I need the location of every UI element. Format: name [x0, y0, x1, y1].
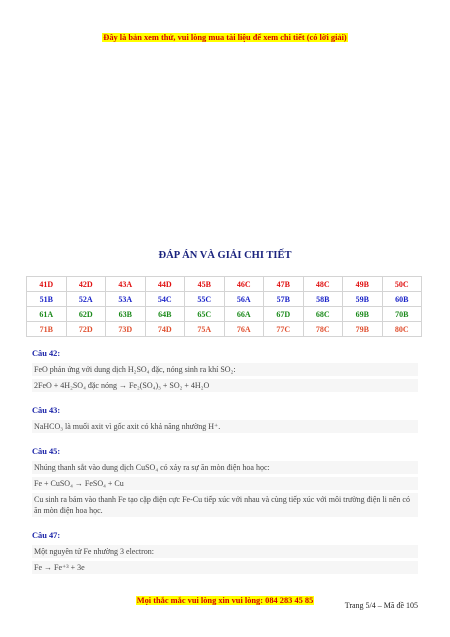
answer-cell: 70B [382, 307, 422, 322]
solution-line: 2FeO + 4H₂SO₄ đặc nóng → Fe₂(SO₄)₃ + SO₂ + 4H₂O [32, 379, 418, 392]
answer-cell: 49B [343, 277, 383, 292]
solution-line: FeO phản ứng với dung dịch H₂SO₄ đặc, nóng sinh ra khí SO₂: [32, 363, 418, 376]
answer-cell: 63B [106, 307, 146, 322]
answer-cell: 75A [185, 322, 225, 337]
answer-cell: 78C [303, 322, 343, 337]
solution-section [32, 406, 418, 433]
answer-cell: 66A [224, 307, 264, 322]
answer-cell: 44D [145, 277, 185, 292]
answer-cell: 73D [106, 322, 146, 337]
solution-line: Fe → Fe⁺³ + 3e [32, 561, 418, 574]
answer-cell: 47B [264, 277, 304, 292]
answer-cell: 74D [145, 322, 185, 337]
answer-cell: 51B [27, 292, 67, 307]
answer-cell: 53A [106, 292, 146, 307]
question-label: Câu 47: [32, 531, 61, 540]
solution-section [32, 349, 418, 392]
answer-cell: 64B [145, 307, 185, 322]
answer-row [27, 292, 422, 307]
solution-line: Một nguyên tử Fe nhường 3 electron: [32, 545, 418, 558]
answer-cell: 60B [382, 292, 422, 307]
answer-cell: 41D [27, 277, 67, 292]
question-label: Câu 43: [32, 406, 61, 415]
answer-cell: 61A [27, 307, 67, 322]
question-label: Câu 42: [32, 349, 61, 358]
answers-title: ĐÁP ÁN VÀ GIẢI CHI TIẾT [158, 250, 292, 261]
answer-cell: 71B [27, 322, 67, 337]
answer-cell: 57B [264, 292, 304, 307]
answer-cell: 56A [224, 292, 264, 307]
answer-cell: 77C [264, 322, 304, 337]
preview-notice-banner [0, 27, 450, 45]
answer-row [27, 307, 422, 322]
solution-line: Cu sinh ra bám vào thanh Fe tạo cặp điện cực Fe-Cu tiếp xúc với nhau và cùng tiếp xúc với môi trường điện li nên có ăn mòn điện hoa học. [32, 493, 418, 517]
solution-line: Nhúng thanh sắt vào dung dịch CuSO₄ có xảy ra sự ăn mòn điện hoa học: [32, 461, 418, 474]
answer-cell: 68C [303, 307, 343, 322]
question-label: Câu 45: [32, 447, 61, 456]
contact-text: Mọi thắc mắc vui lòng xin vui lòng: 084 283 45 85 [136, 596, 314, 605]
answer-cell: 58B [303, 292, 343, 307]
preview-notice-text: Đây là bản xem thử, vui lòng mua tài liệu để xem chi tiết (có lời giải) [103, 33, 347, 42]
answer-cell: 76A [224, 322, 264, 337]
solution-section [32, 531, 418, 574]
answer-cell: 48C [303, 277, 343, 292]
answer-row [27, 277, 422, 292]
answer-cell: 79B [343, 322, 383, 337]
answer-cell: 54C [145, 292, 185, 307]
answer-cell: 65C [185, 307, 225, 322]
answer-cell: 52A [66, 292, 106, 307]
answer-cell: 67D [264, 307, 304, 322]
solution-line: Fe + CuSO₄ → FeSO₄ + Cu [32, 477, 418, 490]
solution-section [32, 447, 418, 517]
answer-cell: 45B [185, 277, 225, 292]
solution-line: NaHCO₃ là muối axit vì gốc axit có khả năng nhường H⁺. [32, 420, 418, 433]
answer-key-table [26, 276, 422, 337]
answer-row [27, 322, 422, 337]
answer-cell: 69B [343, 307, 383, 322]
answer-cell: 55C [185, 292, 225, 307]
answer-cell: 72D [66, 322, 106, 337]
answer-cell: 50C [382, 277, 422, 292]
answer-cell: 43A [106, 277, 146, 292]
page-number: Trang 5/4 – Mã đề 105 [344, 601, 418, 610]
answer-cell: 42D [66, 277, 106, 292]
answer-cell: 46C [224, 277, 264, 292]
answer-cell: 80C [382, 322, 422, 337]
answer-cell: 62D [66, 307, 106, 322]
answer-cell: 59B [343, 292, 383, 307]
solutions-content [32, 349, 418, 588]
